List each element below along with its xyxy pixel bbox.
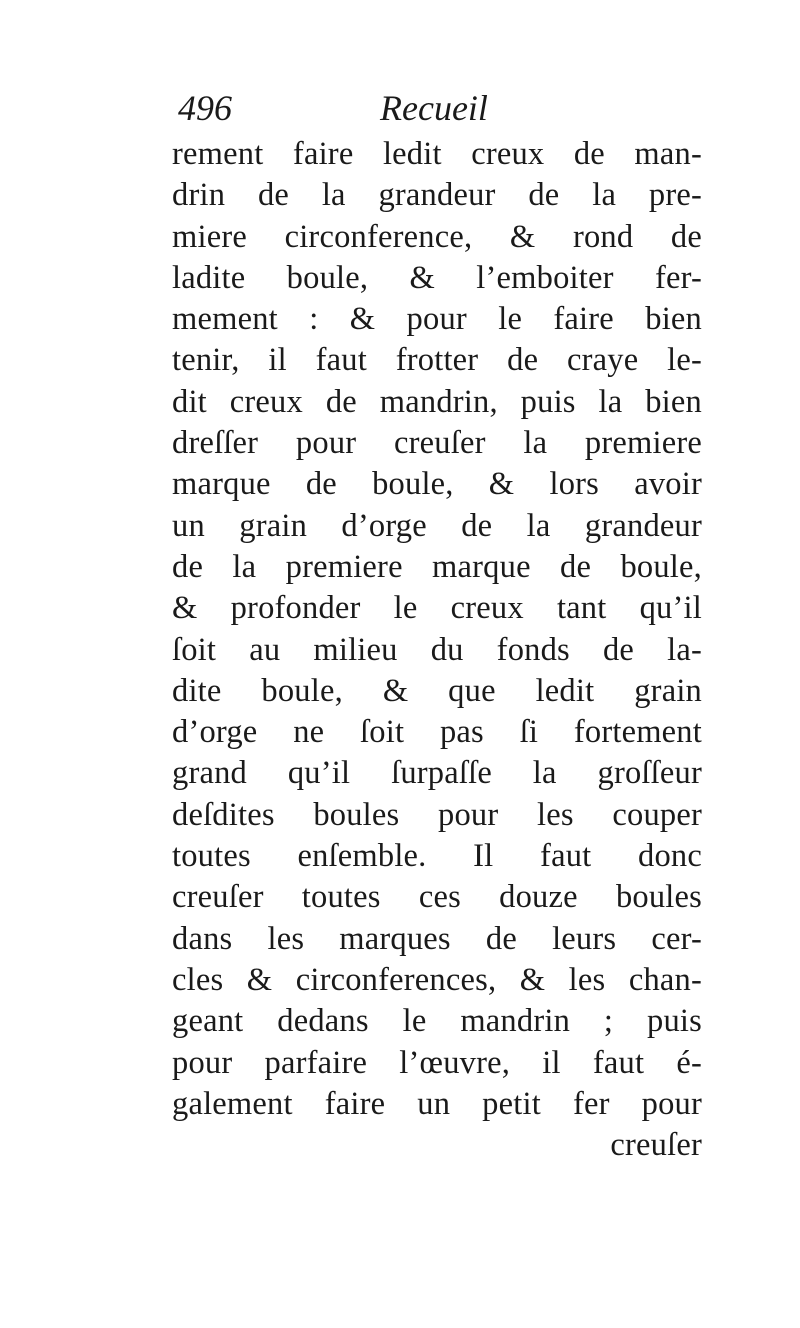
text-line: un grain d’orge de la grandeur	[172, 507, 702, 544]
page-number: 496	[178, 88, 232, 128]
text-line: deſdites boules pour les couper	[172, 796, 702, 833]
text-line: rement faire ledit creux de man-	[172, 136, 702, 172]
text-line: miere circonference, & rond de	[172, 218, 702, 255]
catchword: creuſer	[610, 1127, 702, 1164]
text-line: de la premiere marque de boule,	[172, 548, 702, 585]
text-line: marque de boule, & lors avoir	[172, 466, 702, 503]
text-line: dite boule, & que ledit grain	[172, 672, 702, 709]
text-line: ladite boule, & l’emboiter fer-	[172, 259, 702, 296]
text-line: ſoit au milieu du fonds de la-	[172, 631, 702, 668]
text-line: dreſſer pour creuſer la premiere	[172, 425, 702, 462]
text-line: pour parfaire l’œuvre, il faut é-	[172, 1044, 702, 1081]
running-title: Recueil	[380, 88, 488, 128]
text-line: galement faire un petit fer pour	[172, 1085, 702, 1122]
text-line: & profonder le creux tant qu’il	[172, 590, 702, 627]
text-line: d’orge ne ſoit pas ſi fortement	[172, 714, 702, 751]
text-line: cles & circonferences, & les chan-	[172, 961, 702, 998]
text-line: toutes enſemble. Il faut donc	[172, 838, 702, 875]
text-line: creuſer toutes ces douze boules	[172, 879, 702, 916]
page-header	[172, 86, 702, 136]
text-line: mement : & pour le faire bien	[172, 301, 702, 338]
text-line: dans les marques de leurs cer-	[172, 920, 702, 957]
text-line: geant dedans le mandrin ; puis	[172, 1003, 702, 1040]
text-line: grand qu’il ſurpaſſe la groſſeur	[172, 755, 702, 792]
text-line: tenir, il faut frotter de craye le-	[172, 342, 702, 379]
text-line: dit creux de mandrin, puis la bien	[172, 383, 702, 420]
body-text	[172, 134, 702, 1166]
text-line: drin de la grandeur de la pre-	[172, 177, 702, 214]
